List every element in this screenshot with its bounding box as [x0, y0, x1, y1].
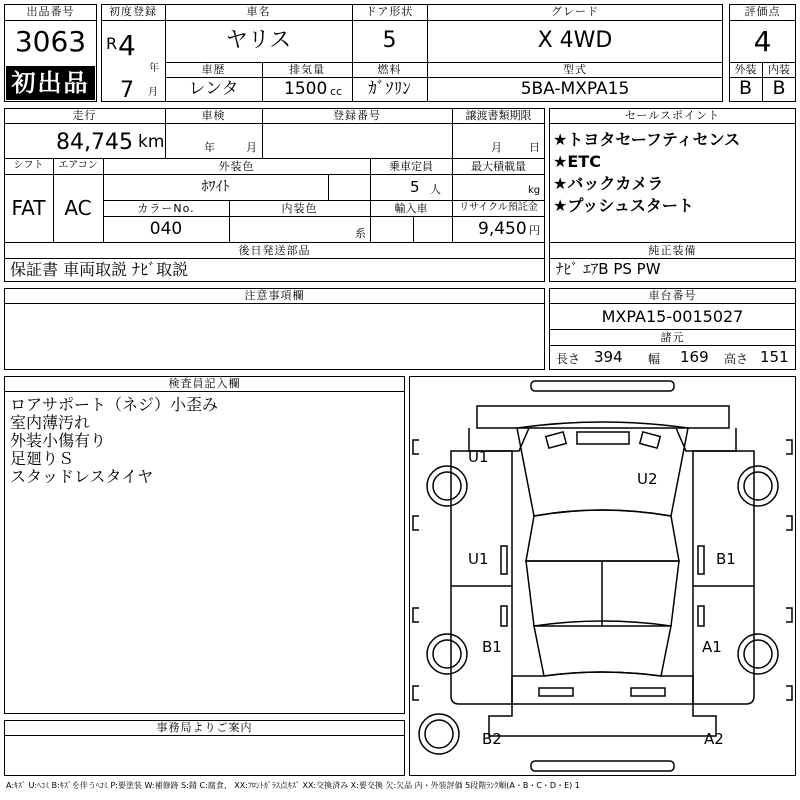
color: ﾎﾜｲﾄ: [201, 179, 230, 195]
fuel-label: 燃料: [377, 63, 402, 76]
inspector-line: スタッドレスタイヤ: [10, 467, 154, 486]
mark-left-rear: B1: [482, 638, 502, 656]
color-no-label: カラーNo.: [137, 202, 195, 215]
displacement-unit: cc: [330, 85, 343, 98]
capacity-label: 乗車定員: [389, 160, 433, 173]
equipment-label: 純正装備: [648, 244, 697, 257]
height: 151: [760, 348, 789, 366]
int-color-label: 内装色: [281, 202, 318, 215]
office-label: 事務局よりご案内: [156, 721, 253, 734]
transfer-day-unit: 日: [529, 141, 540, 154]
width-label: 幅: [648, 352, 661, 366]
transfer-label: 譲渡書類期限: [465, 109, 532, 122]
sales-point-item: ★プッシュスタート: [553, 196, 694, 215]
color-no: 040: [149, 219, 183, 239]
era: R: [106, 34, 118, 53]
int-grade-label: 内装: [768, 63, 790, 76]
mark-rear-left: B2: [482, 730, 502, 748]
inspector-label: 検査員記入欄: [168, 377, 241, 390]
mileage: 84,745: [56, 130, 133, 155]
recycle-unit: 円: [529, 224, 540, 237]
inspection-year-unit: 年: [204, 141, 215, 154]
fuel: ｶﾞｿﾘﾝ: [368, 79, 411, 99]
displacement: 1500: [284, 79, 328, 99]
load-label: 最大積載量: [471, 160, 526, 173]
later-parts: 保証書 車両取説 ﾅﾋﾞ取説: [10, 260, 189, 279]
grade: X 4WD: [537, 28, 613, 53]
doors: 5: [382, 28, 397, 53]
equipment-value: ﾅﾋﾞ ｴｱB PS PW: [556, 260, 661, 278]
grade-label: グレード: [551, 5, 599, 18]
reg-year-unit: 年: [149, 63, 159, 74]
recycle-label: リサイクル預託金: [459, 202, 538, 213]
shift: FAT: [11, 196, 46, 220]
first-listing-badge: 初出品: [6, 66, 95, 100]
recycle: 9,450: [478, 219, 527, 239]
length-label: 長さ: [556, 352, 581, 366]
lot-label: 出品番号: [26, 5, 75, 18]
inspector-line: 足廻りＳ: [10, 449, 75, 468]
mark-right-door: B1: [716, 550, 736, 568]
reg-no-label: 登録番号: [333, 109, 381, 122]
mileage-label: 走行: [72, 109, 97, 122]
reg-month-unit: 月: [148, 87, 158, 98]
import-label: 輸入車: [394, 202, 428, 215]
length: 394: [594, 348, 623, 366]
capacity-unit: 人: [430, 183, 441, 196]
sales-point-item: ★トヨタセーフティセンス: [553, 130, 741, 149]
reg-year: 4: [118, 29, 136, 62]
mark-right-rear: A1: [702, 638, 722, 656]
load-unit: kg: [528, 185, 541, 196]
ext-grade-label: 外装: [734, 63, 757, 76]
ac: AC: [64, 196, 92, 220]
width: 169: [680, 348, 709, 366]
car-name: ヤリス: [225, 28, 292, 53]
ext-grade: B: [738, 77, 753, 99]
car-name-label: 車名: [246, 5, 271, 18]
inspector-line: 室内薄汚れ: [10, 413, 91, 432]
mark-front-left: U1: [468, 448, 489, 466]
dims-label: 諸元: [660, 331, 685, 344]
displacement-label: 排気量: [289, 63, 325, 76]
later-parts-label: 後日発送部品: [238, 244, 311, 257]
chassis-number: MXPA15-0015027: [601, 307, 744, 326]
inspection-label: 車検: [201, 109, 226, 122]
int-grade: B: [772, 77, 786, 99]
mark-rear-right: A2: [704, 730, 724, 748]
sales-point-item: ★バックカメラ: [553, 174, 664, 193]
ac-label: エアコン: [58, 160, 98, 171]
inspector-notes: [10, 396, 218, 486]
transfer-month-unit: 月: [491, 141, 502, 154]
mileage-unit: km: [138, 132, 165, 152]
reg-month: 7: [120, 78, 134, 103]
score: 4: [753, 25, 772, 58]
model-label: 型式: [563, 63, 587, 76]
history-label: 車歴: [201, 63, 226, 76]
model: 5BA-MXPA15: [520, 79, 630, 99]
int-color-unit: 系: [355, 227, 366, 240]
sales-point-item: ★ETC: [553, 152, 601, 171]
sales-points-label: セールスポイント: [624, 109, 720, 122]
lot-number: 3063: [14, 25, 87, 58]
color-label: 外装色: [218, 160, 255, 173]
capacity: 5: [410, 178, 420, 196]
door-label: ドア形状: [365, 5, 414, 18]
history: レンタ: [188, 79, 239, 99]
height-label: 高さ: [724, 352, 749, 366]
mark-hood: U2: [637, 470, 658, 488]
inspector-line: 外装小傷有り: [10, 431, 107, 450]
score-label: 評価点: [744, 5, 781, 18]
inspection-month-unit: 月: [246, 141, 257, 154]
chassis-label: 車台番号: [648, 289, 697, 302]
mark-left-door: U1: [468, 550, 489, 568]
inspector-line: ロアサポート（ネジ）小歪み: [10, 395, 219, 414]
shift-label: シフト: [13, 160, 44, 171]
notes-label: 注意事項欄: [244, 289, 305, 302]
car-diagram: [409, 376, 796, 776]
legend: A:ｷｽﾞ U:ﾍｺﾐ B:ｷｽﾞを伴うﾍｺﾐ P:要塗装 W:補修跡 S:錆 C:腐食、 XX:ﾌﾛﾝﾄｶﾞﾗｽ点ｷｽﾞ XX:交換済み X:要交換 欠:欠品 内・外装評価 5段階ﾗﾝｸ順(A・B・C・D・E) 1: [6, 781, 580, 790]
first-reg-label: 初度登録: [109, 5, 157, 18]
